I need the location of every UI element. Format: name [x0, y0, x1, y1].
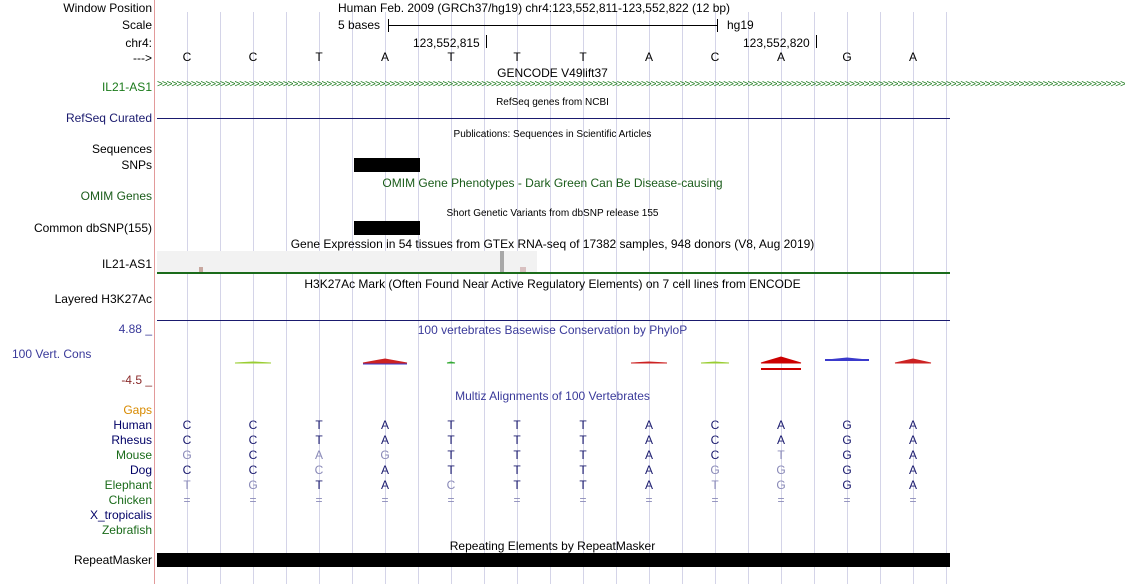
alignment-base: T	[579, 418, 587, 432]
alignment-base: C	[248, 448, 258, 462]
snps-track-label[interactable]: SNPs	[121, 158, 152, 172]
alignment-base: C	[710, 433, 720, 447]
species-label[interactable]: Elephant	[104, 478, 152, 492]
species-label[interactable]: Chicken	[108, 493, 152, 507]
alignment-base: A	[380, 418, 389, 432]
label-chromosome: chr4:	[125, 36, 152, 50]
alignment-base: T	[315, 478, 323, 492]
alignment-base: =	[579, 493, 587, 507]
reference-base: C	[710, 50, 720, 64]
reference-base: A	[644, 50, 653, 64]
alignment-base: T	[183, 478, 191, 492]
phylop-score-mark	[701, 362, 729, 363]
reference-base: T	[579, 50, 587, 64]
alignment-base: T	[579, 448, 587, 462]
phylop-score-mark	[761, 357, 801, 363]
gaps-label[interactable]: Gaps	[123, 403, 152, 417]
alignment-base: =	[381, 493, 389, 507]
alignment-base: T	[513, 418, 521, 432]
alignment-base: C	[182, 433, 192, 447]
phylop-score-mark	[235, 362, 271, 363]
species-label[interactable]: Mouse	[115, 448, 152, 462]
omim-track-title[interactable]: OMIM Gene Phenotypes - Dark Green Can Be Disease-causing	[382, 176, 723, 190]
reference-base: A	[776, 50, 785, 64]
alignment-base: =	[711, 493, 719, 507]
alignment-base: C	[248, 433, 258, 447]
scale-bar	[388, 25, 718, 26]
scale-assembly-text: hg19	[727, 18, 754, 32]
label-scale: Scale	[121, 18, 152, 32]
phylop-track-label[interactable]: 100 Vert. Cons	[12, 347, 92, 361]
species-label[interactable]: Human	[113, 418, 152, 432]
phylop-score-mark	[447, 362, 455, 363]
alignment-base: T	[447, 463, 455, 477]
alignment-base: G	[776, 463, 786, 477]
coordinate-mark-1: 123,552,815	[413, 36, 480, 50]
alignment-base: C	[446, 478, 456, 492]
multiz-track-title[interactable]: Multiz Alignments of 100 Vertebrates	[455, 389, 650, 403]
reference-base: T	[315, 50, 323, 64]
alignment-base: A	[314, 448, 323, 462]
alignment-base: T	[579, 463, 587, 477]
repeatmasker-track-title[interactable]: Repeating Elements by RepeatMasker	[449, 539, 656, 553]
coordinate-tick-1	[486, 35, 487, 48]
window-position-text[interactable]: Human Feb. 2009 (GRCh37/hg19) chr4:123,552,811-123,552,822 (12 bp)	[338, 1, 731, 15]
alignment-base: C	[710, 418, 720, 432]
reference-base: C	[248, 50, 258, 64]
h3k27ac-baseline[interactable]	[157, 320, 950, 321]
alignment-base: T	[513, 463, 521, 477]
alignment-base: A	[908, 433, 917, 447]
alignment-base: C	[248, 463, 258, 477]
alignment-base: G	[842, 418, 852, 432]
alignment-base: G	[842, 433, 852, 447]
alignment-base: G	[710, 463, 720, 477]
publications-track-title[interactable]: Publications: Sequences in Scientific Articles	[453, 129, 652, 140]
alignment-base: T	[579, 478, 587, 492]
gtex-bar-tall	[500, 251, 504, 272]
alignment-base: A	[644, 463, 653, 477]
alignment-base: T	[579, 433, 587, 447]
alignment-base: =	[315, 493, 323, 507]
alignment-base: A	[380, 433, 389, 447]
reference-base: T	[447, 50, 455, 64]
alignment-base: A	[908, 478, 917, 492]
gtex-track-title[interactable]: Gene Expression in 54 tissues from GTEx RNA-seq of 17382 samples, 948 donors (V8, Aug 2019)	[290, 237, 815, 251]
alignment-base: T	[447, 448, 455, 462]
label-separator	[154, 0, 155, 584]
alignment-base: =	[183, 493, 191, 507]
alignment-base: T	[447, 418, 455, 432]
alignment-base: A	[908, 418, 917, 432]
alignment-base: T	[447, 433, 455, 447]
repeatmasker-feature-block[interactable]	[157, 553, 950, 567]
reference-base: C	[182, 50, 192, 64]
scale-bar-left-tick	[388, 19, 389, 32]
alignment-base: C	[182, 418, 192, 432]
sequences-track-label[interactable]: Sequences	[91, 142, 152, 156]
alignment-base: G	[182, 448, 192, 462]
alignment-base: =	[513, 493, 521, 507]
alignment-base: A	[380, 463, 389, 477]
gencode-track-title[interactable]: GENCODE V49lift37	[497, 66, 608, 80]
alignment-base: C	[182, 463, 192, 477]
alignment-base: =	[909, 493, 917, 507]
alignment-base: G	[380, 448, 390, 462]
alignment-base: T	[315, 433, 323, 447]
coordinate-mark-2: 123,552,820	[743, 36, 810, 50]
alignment-base: G	[842, 448, 852, 462]
alignment-base: G	[248, 478, 258, 492]
repeatmasker-track-label[interactable]: RepeatMasker	[73, 553, 152, 567]
gtex-gene-line[interactable]	[157, 272, 950, 274]
label-strand-arrow: --->	[133, 51, 152, 65]
reference-base: T	[513, 50, 521, 64]
alignment-base: G	[842, 463, 852, 477]
phylop-min-value: -4.5 _	[121, 373, 152, 387]
alignment-base: =	[843, 493, 851, 507]
alignment-base: C	[314, 463, 324, 477]
alignment-base: C	[710, 448, 720, 462]
reference-base: A	[380, 50, 389, 64]
phylop-track-title[interactable]: 100 vertebrates Basewise Conservation by PhyloP	[417, 323, 688, 337]
omim-track-label[interactable]: OMIM Genes	[80, 189, 152, 203]
h3k27ac-track-label[interactable]: Layered H3K27Ac	[54, 292, 152, 306]
phylop-max-value: 4.88 _	[118, 322, 152, 336]
alignment-base: A	[908, 448, 917, 462]
refseq-track-title[interactable]: RefSeq genes from NCBI	[496, 97, 609, 108]
scale-bar-right-tick	[717, 19, 718, 32]
species-label[interactable]: Rhesus	[111, 433, 152, 447]
alignment-base: T	[513, 433, 521, 447]
alignment-base: A	[644, 478, 653, 492]
alignment-base: A	[644, 418, 653, 432]
alignment-base: A	[380, 478, 389, 492]
refseq-gene-line[interactable]	[157, 118, 950, 119]
species-label[interactable]: X_tropicalis	[89, 508, 152, 522]
coordinate-tick-2	[816, 35, 817, 48]
dbsnp-feature-block[interactable]	[354, 221, 420, 235]
alignment-base: A	[644, 433, 653, 447]
phylop-score-mark	[363, 359, 407, 363]
dbsnp-track-label[interactable]: Common dbSNP(155)	[33, 221, 152, 235]
alignment-base: A	[776, 418, 785, 432]
scale-bases-text: 5 bases	[338, 18, 381, 32]
alignment-base: T	[315, 418, 323, 432]
alignment-base: =	[447, 493, 455, 507]
alignment-base: T	[513, 448, 521, 462]
alignment-base: G	[776, 478, 786, 492]
alignment-base: A	[908, 463, 917, 477]
alignment-base: T	[513, 478, 521, 492]
dbsnp-track-title[interactable]: Short Genetic Variants from dbSNP release 155	[446, 208, 659, 219]
phylop-score-mark	[631, 362, 667, 363]
alignment-base: T	[711, 478, 719, 492]
gencode-gene-model[interactable]: >>>>>>>>>>>>>>>>>>>>>>>>>>>>>>>>>>>>>>>>>>>>>>>>>>>>>>>>>>>>>>>>>>>>>>>>>>>>>>>>>>>>>>>>>>>>>>>>>>>>>>>>>>>>>>>>>>>>>>>>>>>>>>>>>>>>>>>>>>>>>>>>>>>>>>>>>>>>>>>>>>>>>>>>>>>>>>>>>>>>>>>>>>>>>>>>>>>>>>>>	[157, 79, 1125, 90]
gencode-gene-label[interactable]: IL21-AS1	[101, 80, 152, 94]
alignment-base: C	[248, 418, 258, 432]
gtex-gene-label[interactable]: IL21-AS1	[101, 257, 152, 271]
refseq-track-label[interactable]: RefSeq Curated	[65, 111, 152, 125]
alignment-base: A	[644, 448, 653, 462]
alignment-base: =	[777, 493, 785, 507]
snp-feature-block[interactable]	[354, 158, 420, 172]
species-label[interactable]: Zebrafish	[101, 523, 152, 537]
phylop-conservation-plot[interactable]	[0, 340, 950, 380]
alignment-base: G	[842, 478, 852, 492]
phylop-score-mark	[895, 359, 931, 363]
gtex-expression-bars[interactable]	[157, 251, 537, 272]
label-window-position: Window Position	[63, 1, 152, 15]
h3k27ac-track-title[interactable]: H3K27Ac Mark (Often Found Near Active Regulatory Elements) on 7 cell lines from ENCODE	[304, 277, 801, 291]
reference-base: G	[842, 50, 852, 64]
alignment-base: T	[777, 448, 785, 462]
reference-base: A	[908, 50, 917, 64]
alignment-base: =	[249, 493, 257, 507]
alignment-base: A	[776, 433, 785, 447]
alignment-base: =	[645, 493, 653, 507]
species-label[interactable]: Dog	[129, 463, 152, 477]
